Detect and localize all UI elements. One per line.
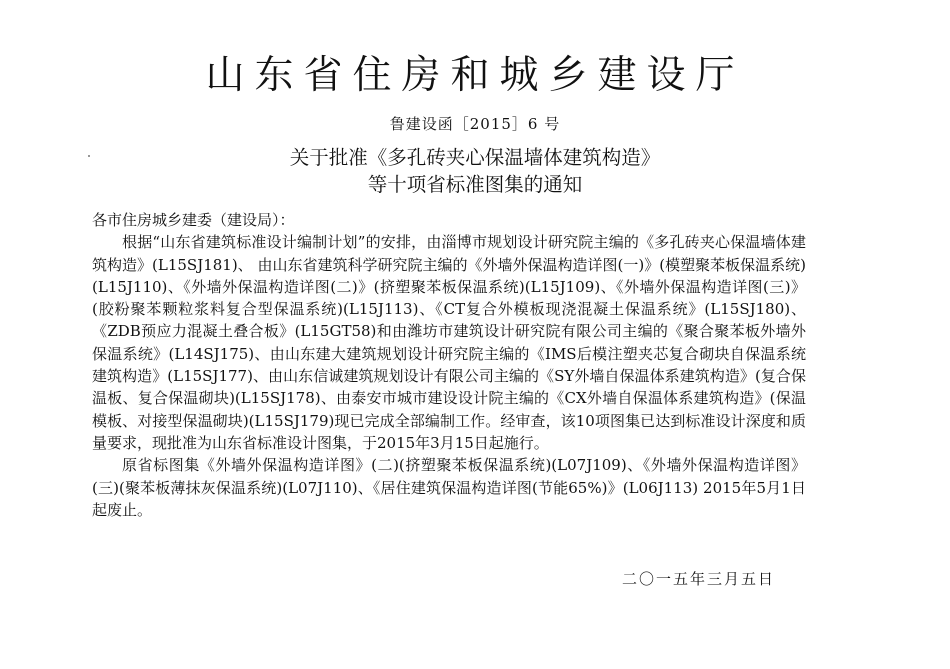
- scan-speck: [88, 155, 90, 157]
- issue-date: 二〇一五年三月五日: [622, 570, 776, 588]
- document-number: 鲁建设函［2015］6 号: [389, 115, 561, 133]
- agency-name: 山东省住房和城乡建设厅: [205, 53, 745, 98]
- salutation: 各市住房城乡建委（建设局）：: [92, 211, 295, 229]
- notice-title: [0, 144, 950, 198]
- repeal-paragraph: 原省标图集《外墙外保温构造详图》(二)(挤塑聚苯板保温系统)(L07J109)、《外墙外保温构造详图》(三)(聚苯板薄抹灰保温系统)(L07J110)、《居住建筑保温构造详图(节能65%)》(L06J113) 2015年5月1日起废止。: [92, 456, 806, 519]
- notice-title-line-1: 关于批准《多孔砖夹心保温墙体建筑构造》: [289, 146, 661, 169]
- notice-title-line-2: 等十项省标准图集的通知: [367, 173, 583, 196]
- approval-paragraph: 根据“山东省建筑标准设计编制计划”的安排，由淄博市规划设计研究院主编的《多孔砖夹心保温墙体建筑构造》(L15SJ181)、 由山东省建筑科学研究院主编的《外墙外保温构造详图(一)》(模塑聚苯板保温系统)(L15J110)、《外墙外保温构造详图(二)》(挤塑聚苯板保温系统)(L15J109)、《外墙外保温构造详图(三)》(胶粉聚苯颗粒浆料复合型保温系统)(L15J113)、《CT复合外模板现浇混凝土保温系统》(L15SJ180)、《ZDB预应力混凝土叠合板》(L15GT58)和由潍坊市建筑设计研究院有限公司主编的《聚合聚苯板外墙外保温系统》(L14SJ175)、由山东建大建筑规划设计研究院主编的《IMS后模注塑夹芯复合砌块自保温系统建筑构造》(L15SJ177)、由山东信诚建筑规划设计有限公司主编的《SY外墙自保温体系建筑构造》(复合保温板、复合保温砌块)(L15SJ178)、由泰安市城市建设设计院主编的《CX外墙自保温体系建筑构造》(保温模板、对接型保温砌块)(L15SJ179)现已完成全部编制工作。经审查，该10项图集已达到标准设计深度和质量要求，现批准为山东省标准设计图集，于2015年3月15日起施行。: [92, 233, 806, 452]
- notice-body: [92, 209, 806, 521]
